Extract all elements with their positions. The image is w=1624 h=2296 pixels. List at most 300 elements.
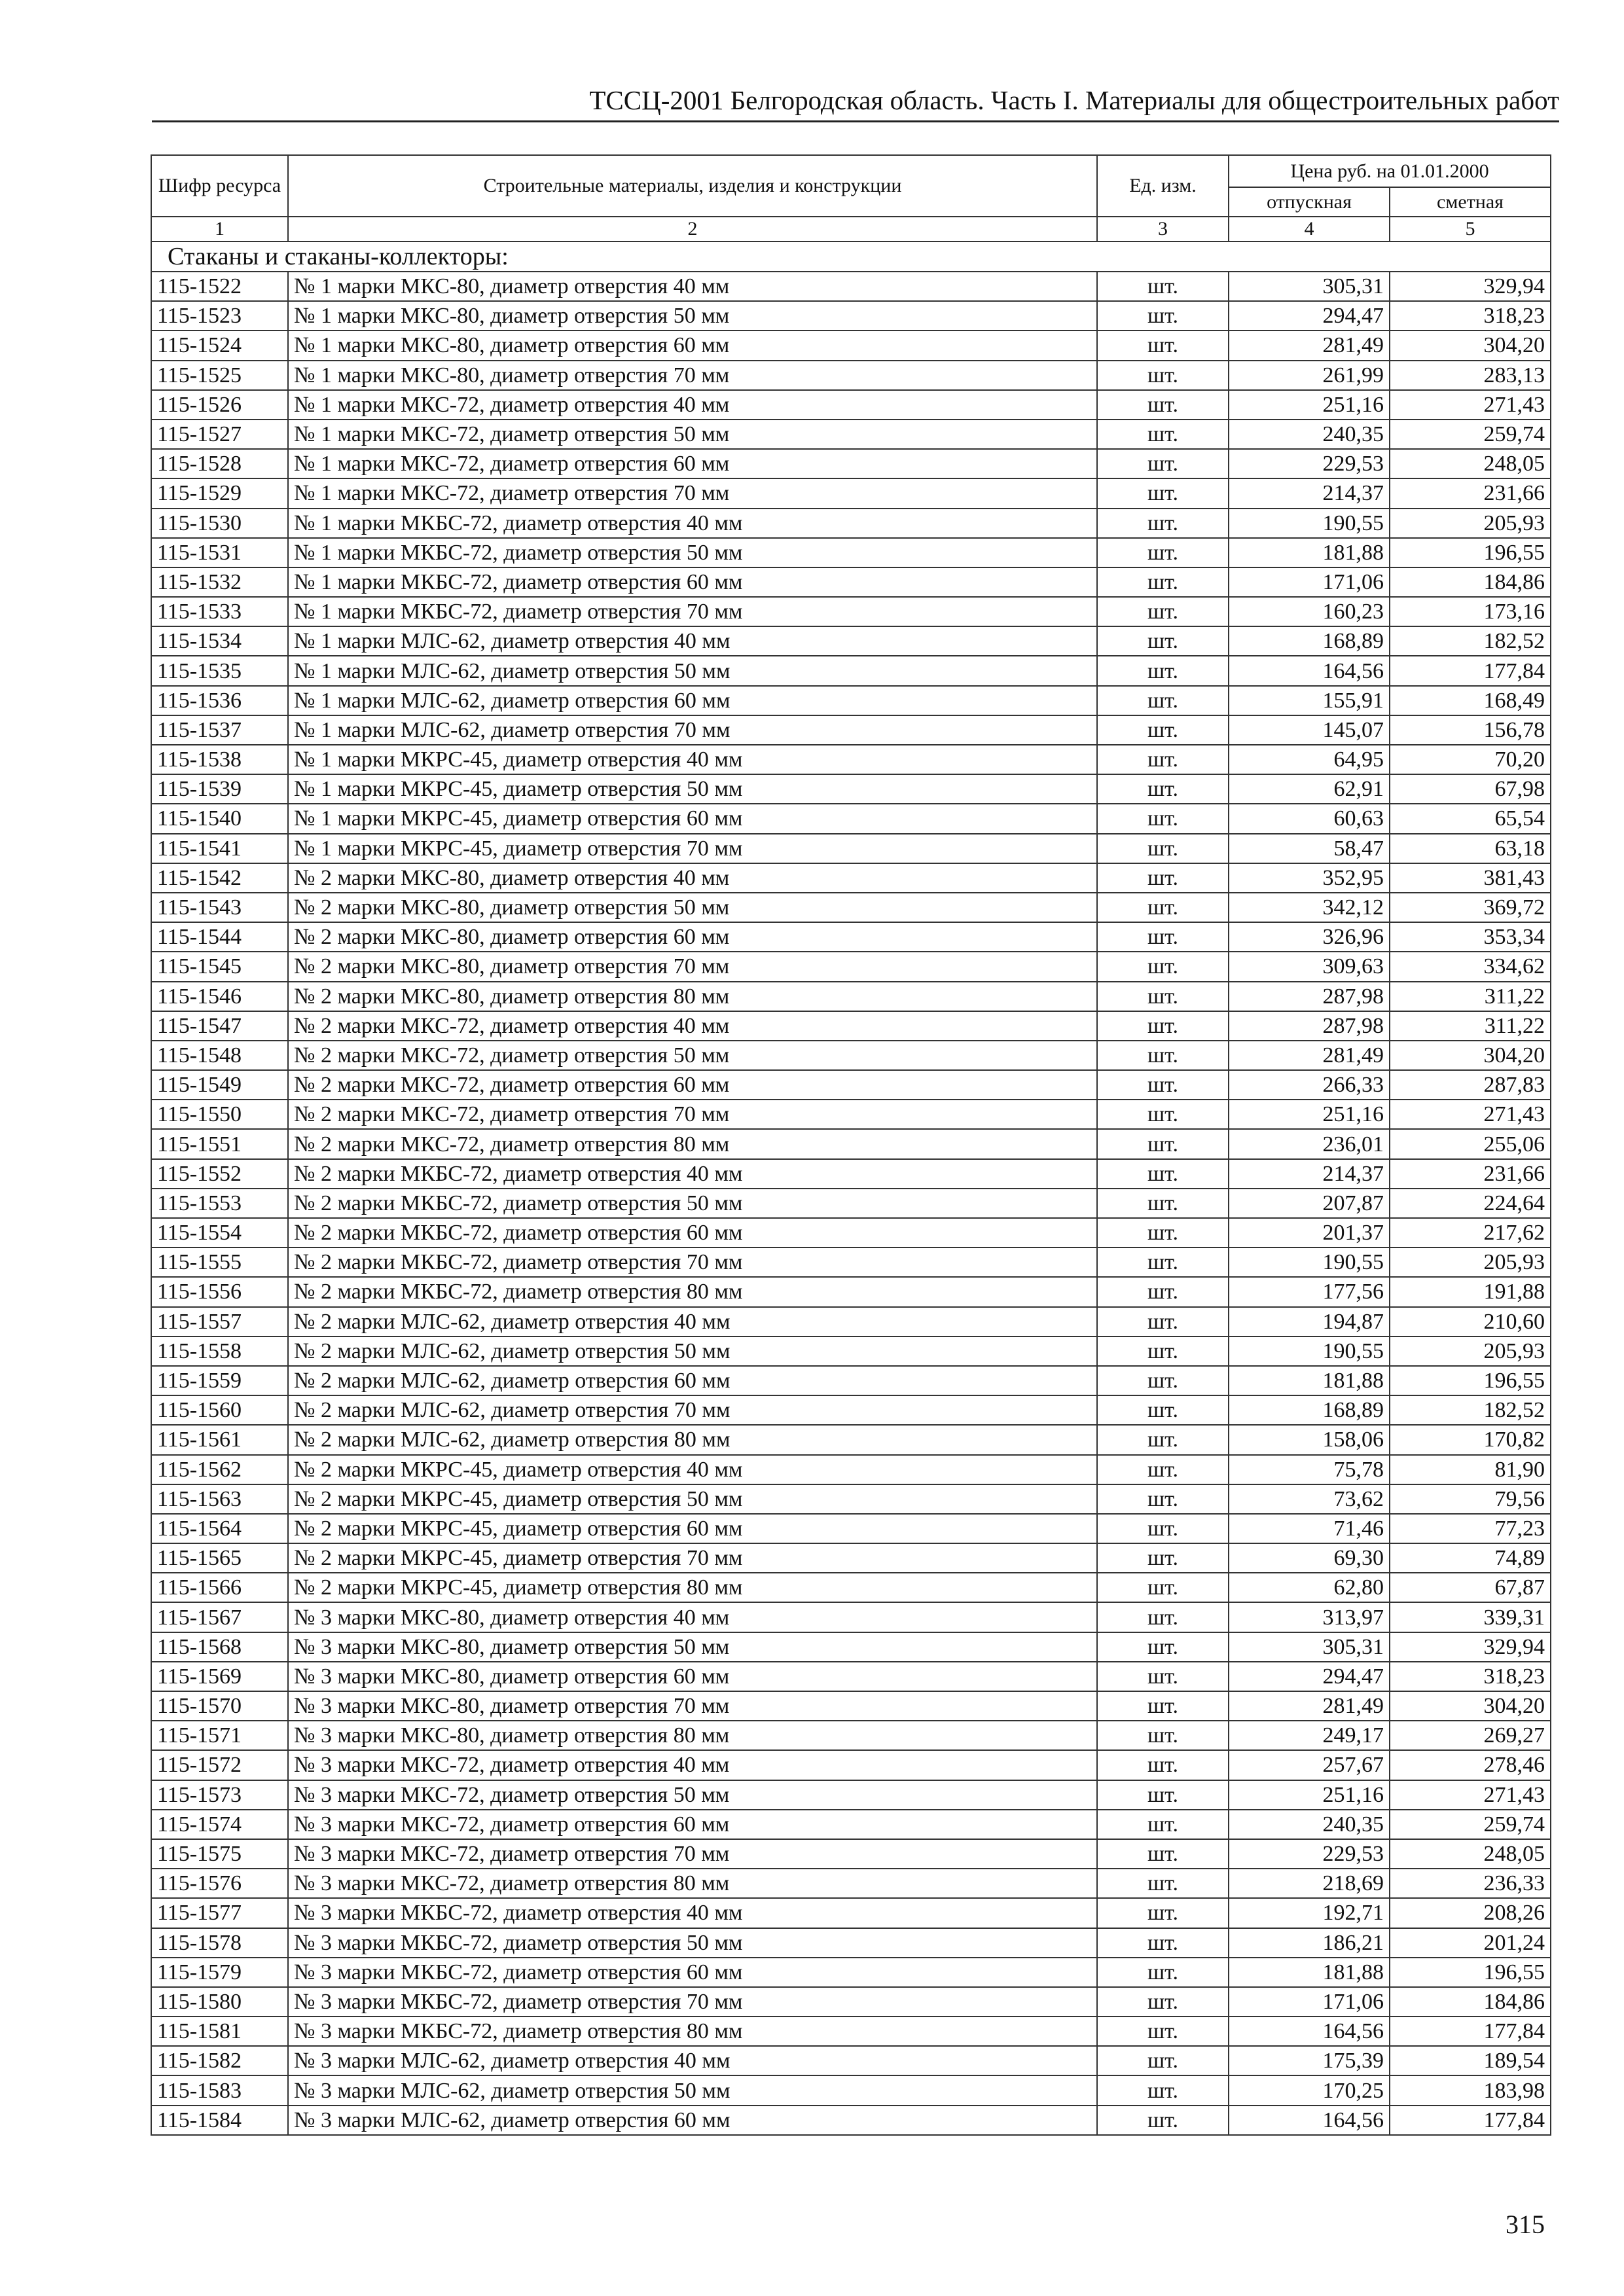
estimate-price: 304,20: [1390, 1041, 1551, 1070]
estimate-price: 81,90: [1390, 1455, 1551, 1484]
table-row: [151, 1602, 1551, 1632]
resource-code: 115-1563: [151, 1484, 288, 1514]
unit: шт.: [1097, 1573, 1229, 1602]
table-row: [151, 952, 1551, 981]
unit: шт.: [1097, 774, 1229, 804]
unit: шт.: [1097, 478, 1229, 508]
release-price: 281,49: [1229, 1691, 1390, 1721]
resource-code: 115-1564: [151, 1514, 288, 1543]
table-row: [151, 1218, 1551, 1247]
material-name: № 3 марки МКС-72, диаметр отверстия 60 мм: [288, 1810, 1097, 1839]
unit: шт.: [1097, 715, 1229, 745]
header-price: Цена руб. на 01.01.2000: [1229, 155, 1551, 187]
release-price: 309,63: [1229, 952, 1390, 981]
column-number: 2: [288, 217, 1097, 242]
release-price: 71,46: [1229, 1514, 1390, 1543]
resource-code: 115-1533: [151, 597, 288, 626]
resource-code: 115-1577: [151, 1898, 288, 1928]
unit: шт.: [1097, 1189, 1229, 1218]
resource-code: 115-1553: [151, 1189, 288, 1218]
material-name: № 1 марки МКБС-72, диаметр отверстия 50 мм: [288, 538, 1097, 567]
resource-code: 115-1549: [151, 1070, 288, 1100]
resource-code: 115-1582: [151, 2046, 288, 2075]
table-row: [151, 863, 1551, 893]
resource-code: 115-1537: [151, 715, 288, 745]
estimate-price: 205,93: [1390, 1336, 1551, 1366]
material-name: № 1 марки МКС-72, диаметр отверстия 40 мм: [288, 390, 1097, 420]
table-row: [151, 715, 1551, 745]
resource-code: 115-1522: [151, 272, 288, 301]
resource-code: 115-1546: [151, 982, 288, 1011]
material-name: № 2 марки МКБС-72, диаметр отверстия 80 мм: [288, 1277, 1097, 1306]
unit: шт.: [1097, 1247, 1229, 1277]
table-row: [151, 1869, 1551, 1898]
table-row: [151, 1928, 1551, 1958]
unit: шт.: [1097, 804, 1229, 833]
table-row: [151, 478, 1551, 508]
estimate-price: 177,84: [1390, 2017, 1551, 2046]
table-row: [151, 1070, 1551, 1100]
unit: шт.: [1097, 982, 1229, 1011]
estimate-price: 205,93: [1390, 1247, 1551, 1277]
release-price: 58,47: [1229, 834, 1390, 863]
release-price: 240,35: [1229, 420, 1390, 449]
resource-code: 115-1554: [151, 1218, 288, 1247]
unit: шт.: [1097, 1100, 1229, 1129]
table-row: [151, 1336, 1551, 1366]
release-price: 249,17: [1229, 1721, 1390, 1750]
material-name: № 3 марки МЛС-62, диаметр отверстия 50 мм: [288, 2075, 1097, 2105]
resource-code: 115-1569: [151, 1662, 288, 1691]
estimate-price: 248,05: [1390, 1839, 1551, 1869]
resource-code: 115-1534: [151, 626, 288, 656]
unit: шт.: [1097, 1307, 1229, 1336]
estimate-price: 173,16: [1390, 597, 1551, 626]
material-name: № 3 марки МКС-80, диаметр отверстия 60 мм: [288, 1662, 1097, 1691]
release-price: 261,99: [1229, 361, 1390, 390]
table-row: [151, 1307, 1551, 1336]
material-name: № 2 марки МЛС-62, диаметр отверстия 60 мм: [288, 1366, 1097, 1395]
resource-code: 115-1584: [151, 2106, 288, 2135]
page-header: [152, 80, 1559, 122]
table-row: [151, 1691, 1551, 1721]
table-row: [151, 686, 1551, 715]
material-name: № 2 марки МКС-72, диаметр отверстия 60 мм: [288, 1070, 1097, 1100]
unit: шт.: [1097, 1869, 1229, 1898]
estimate-price: 67,87: [1390, 1573, 1551, 1602]
table-row: [151, 1484, 1551, 1514]
estimate-price: 304,20: [1390, 1691, 1551, 1721]
material-name: № 2 марки МКБС-72, диаметр отверстия 50 мм: [288, 1189, 1097, 1218]
table-row: [151, 1987, 1551, 2017]
unit: шт.: [1097, 1662, 1229, 1691]
document-title: ТССЦ-2001 Белгородская область. Часть I. Материалы для общестроительных работ: [589, 85, 1559, 115]
material-name: № 2 марки МЛС-62, диаметр отверстия 80 мм: [288, 1425, 1097, 1454]
resource-code: 115-1557: [151, 1307, 288, 1336]
unit: шт.: [1097, 597, 1229, 626]
page-number: 315: [1506, 2210, 1545, 2239]
unit: шт.: [1097, 1987, 1229, 2017]
resource-code: 115-1535: [151, 656, 288, 685]
table-row: [151, 1839, 1551, 1869]
resource-code: 115-1550: [151, 1100, 288, 1129]
unit: шт.: [1097, 509, 1229, 538]
material-name: № 2 марки МКС-80, диаметр отверстия 50 мм: [288, 893, 1097, 922]
estimate-price: 259,74: [1390, 1810, 1551, 1839]
resource-code: 115-1551: [151, 1129, 288, 1158]
release-price: 75,78: [1229, 1455, 1390, 1484]
release-price: 294,47: [1229, 301, 1390, 331]
resource-code: 115-1567: [151, 1602, 288, 1632]
resource-code: 115-1539: [151, 774, 288, 804]
release-price: 352,95: [1229, 863, 1390, 893]
estimate-price: 369,72: [1390, 893, 1551, 922]
estimate-price: 156,78: [1390, 715, 1551, 745]
release-price: 218,69: [1229, 1869, 1390, 1898]
release-price: 155,91: [1229, 686, 1390, 715]
estimate-price: 329,94: [1390, 1632, 1551, 1662]
material-name: № 1 марки МКС-80, диаметр отверстия 40 мм: [288, 272, 1097, 301]
unit: шт.: [1097, 2075, 1229, 2105]
release-price: 164,56: [1229, 2017, 1390, 2046]
table-row: [151, 1247, 1551, 1277]
unit: шт.: [1097, 1159, 1229, 1189]
release-price: 236,01: [1229, 1129, 1390, 1158]
header-unit: Ед. изм.: [1097, 155, 1229, 217]
material-name: № 3 марки МКБС-72, диаметр отверстия 50 мм: [288, 1928, 1097, 1958]
table-row: [151, 745, 1551, 774]
resource-code: 115-1540: [151, 804, 288, 833]
table-row: [151, 774, 1551, 804]
table-row: [151, 1958, 1551, 1987]
resource-code: 115-1583: [151, 2075, 288, 2105]
resource-code: 115-1560: [151, 1395, 288, 1425]
unit: шт.: [1097, 1218, 1229, 1247]
release-price: 186,21: [1229, 1928, 1390, 1958]
material-name: № 1 марки МКБС-72, диаметр отверстия 70 мм: [288, 597, 1097, 626]
table-row: [151, 1780, 1551, 1810]
material-name: № 1 марки МКС-80, диаметр отверстия 70 мм: [288, 361, 1097, 390]
unit: шт.: [1097, 2106, 1229, 2135]
material-name: № 2 марки МКБС-72, диаметр отверстия 70 мм: [288, 1247, 1097, 1277]
material-name: № 1 марки МКС-80, диаметр отверстия 50 мм: [288, 301, 1097, 331]
resource-code: 115-1573: [151, 1780, 288, 1810]
release-price: 160,23: [1229, 597, 1390, 626]
estimate-price: 184,86: [1390, 1987, 1551, 2017]
release-price: 170,25: [1229, 2075, 1390, 2105]
resource-code: 115-1541: [151, 834, 288, 863]
estimate-price: 208,26: [1390, 1898, 1551, 1928]
estimate-price: 318,23: [1390, 301, 1551, 331]
unit: шт.: [1097, 449, 1229, 478]
material-name: № 3 марки МЛС-62, диаметр отверстия 60 мм: [288, 2106, 1097, 2135]
release-price: 257,67: [1229, 1750, 1390, 1780]
table-row: [151, 449, 1551, 478]
material-name: № 2 марки МКС-72, диаметр отверстия 80 мм: [288, 1129, 1097, 1158]
release-price: 175,39: [1229, 2046, 1390, 2075]
material-name: № 3 марки МКС-80, диаметр отверстия 40 мм: [288, 1602, 1097, 1632]
estimate-price: 189,54: [1390, 2046, 1551, 2075]
estimate-price: 79,56: [1390, 1484, 1551, 1514]
resource-code: 115-1543: [151, 893, 288, 922]
material-name: № 2 марки МКС-80, диаметр отверстия 70 мм: [288, 952, 1097, 981]
resource-code: 115-1556: [151, 1277, 288, 1306]
release-price: 62,80: [1229, 1573, 1390, 1602]
resource-code: 115-1530: [151, 509, 288, 538]
estimate-price: 65,54: [1390, 804, 1551, 833]
material-name: № 2 марки МКС-72, диаметр отверстия 40 мм: [288, 1011, 1097, 1041]
table-row: [151, 331, 1551, 360]
table-row: [151, 1100, 1551, 1129]
table-row: [151, 1011, 1551, 1041]
resource-code: 115-1574: [151, 1810, 288, 1839]
material-name: № 3 марки МКБС-72, диаметр отверстия 70 мм: [288, 1987, 1097, 2017]
material-name: № 2 марки МКРС-45, диаметр отверстия 40 мм: [288, 1455, 1097, 1484]
estimate-price: 334,62: [1390, 952, 1551, 981]
estimate-price: 304,20: [1390, 331, 1551, 360]
table-row: [151, 1662, 1551, 1691]
release-price: 190,55: [1229, 1336, 1390, 1366]
estimate-price: 224,64: [1390, 1189, 1551, 1218]
table-row: [151, 272, 1551, 301]
estimate-price: 311,22: [1390, 1011, 1551, 1041]
resource-code: 115-1544: [151, 922, 288, 952]
table-row: [151, 1159, 1551, 1189]
unit: шт.: [1097, 1602, 1229, 1632]
release-price: 342,12: [1229, 893, 1390, 922]
table-row: [151, 982, 1551, 1011]
release-price: 177,56: [1229, 1277, 1390, 1306]
unit: шт.: [1097, 1455, 1229, 1484]
unit: шт.: [1097, 1691, 1229, 1721]
material-name: № 2 марки МКС-80, диаметр отверстия 40 мм: [288, 863, 1097, 893]
table-row: [151, 1425, 1551, 1454]
material-name: № 1 марки МКС-80, диаметр отверстия 60 мм: [288, 331, 1097, 360]
material-name: № 1 марки МКРС-45, диаметр отверстия 70 мм: [288, 834, 1097, 863]
estimate-price: 271,43: [1390, 1100, 1551, 1129]
resource-code: 115-1527: [151, 420, 288, 449]
material-name: № 1 марки МКБС-72, диаметр отверстия 40 мм: [288, 509, 1097, 538]
estimate-price: 177,84: [1390, 2106, 1551, 2135]
resource-code: 115-1572: [151, 1750, 288, 1780]
resource-code: 115-1532: [151, 567, 288, 597]
resource-code: 115-1575: [151, 1839, 288, 1869]
release-price: 168,89: [1229, 1395, 1390, 1425]
table-row: [151, 1514, 1551, 1543]
estimate-price: 191,88: [1390, 1277, 1551, 1306]
estimate-price: 259,74: [1390, 420, 1551, 449]
material-name: № 3 марки МЛС-62, диаметр отверстия 40 мм: [288, 2046, 1097, 2075]
material-name: № 2 марки МКС-80, диаметр отверстия 60 мм: [288, 922, 1097, 952]
release-price: 164,56: [1229, 2106, 1390, 2135]
table-row: [151, 922, 1551, 952]
material-name: № 1 марки МЛС-62, диаметр отверстия 50 мм: [288, 656, 1097, 685]
estimate-price: 67,98: [1390, 774, 1551, 804]
resource-code: 115-1524: [151, 331, 288, 360]
estimate-price: 248,05: [1390, 449, 1551, 478]
unit: шт.: [1097, 420, 1229, 449]
unit: шт.: [1097, 686, 1229, 715]
material-name: № 2 марки МКРС-45, диаметр отверстия 70 мм: [288, 1543, 1097, 1573]
material-name: № 2 марки МКС-80, диаметр отверстия 80 мм: [288, 982, 1097, 1011]
material-name: № 1 марки МКС-72, диаметр отверстия 70 мм: [288, 478, 1097, 508]
unit: шт.: [1097, 1129, 1229, 1158]
resource-code: 115-1528: [151, 449, 288, 478]
section-row: [151, 242, 1551, 272]
unit: шт.: [1097, 390, 1229, 420]
release-price: 240,35: [1229, 1810, 1390, 1839]
release-price: 192,71: [1229, 1898, 1390, 1928]
unit: шт.: [1097, 626, 1229, 656]
price-table: [151, 154, 1551, 2136]
table-row: [151, 1632, 1551, 1662]
resource-code: 115-1570: [151, 1691, 288, 1721]
estimate-price: 210,60: [1390, 1307, 1551, 1336]
resource-code: 115-1578: [151, 1928, 288, 1958]
unit: шт.: [1097, 2046, 1229, 2075]
column-number: 3: [1097, 217, 1229, 242]
estimate-price: 196,55: [1390, 1958, 1551, 1987]
table-row: [151, 1721, 1551, 1750]
unit: шт.: [1097, 1277, 1229, 1306]
estimate-price: 70,20: [1390, 745, 1551, 774]
table-body: [151, 242, 1551, 2135]
release-price: 73,62: [1229, 1484, 1390, 1514]
estimate-price: 201,24: [1390, 1928, 1551, 1958]
release-price: 287,98: [1229, 1011, 1390, 1041]
table-row: [151, 538, 1551, 567]
material-name: № 2 марки МКС-72, диаметр отверстия 70 мм: [288, 1100, 1097, 1129]
release-price: 305,31: [1229, 272, 1390, 301]
unit: шт.: [1097, 1839, 1229, 1869]
unit: шт.: [1097, 863, 1229, 893]
unit: шт.: [1097, 538, 1229, 567]
resource-code: 115-1548: [151, 1041, 288, 1070]
estimate-price: 182,52: [1390, 626, 1551, 656]
release-price: 214,37: [1229, 1159, 1390, 1189]
estimate-price: 353,34: [1390, 922, 1551, 952]
material-name: № 2 марки МЛС-62, диаметр отверстия 70 мм: [288, 1395, 1097, 1425]
table-row: [151, 390, 1551, 420]
release-price: 294,47: [1229, 1662, 1390, 1691]
estimate-price: 318,23: [1390, 1662, 1551, 1691]
material-name: № 3 марки МКС-80, диаметр отверстия 50 мм: [288, 1632, 1097, 1662]
estimate-price: 329,94: [1390, 272, 1551, 301]
unit: шт.: [1097, 1543, 1229, 1573]
resource-code: 115-1565: [151, 1543, 288, 1573]
release-price: 326,96: [1229, 922, 1390, 952]
unit: шт.: [1097, 656, 1229, 685]
resource-code: 115-1559: [151, 1366, 288, 1395]
table-row: [151, 804, 1551, 833]
release-price: 266,33: [1229, 1070, 1390, 1100]
material-name: № 3 марки МКС-80, диаметр отверстия 70 мм: [288, 1691, 1097, 1721]
resource-code: 115-1531: [151, 538, 288, 567]
table-row: [151, 1573, 1551, 1602]
release-price: 190,55: [1229, 1247, 1390, 1277]
estimate-price: 63,18: [1390, 834, 1551, 863]
release-price: 168,89: [1229, 626, 1390, 656]
release-price: 181,88: [1229, 1366, 1390, 1395]
resource-code: 115-1566: [151, 1573, 288, 1602]
estimate-price: 339,31: [1390, 1602, 1551, 1632]
material-name: № 2 марки МКС-72, диаметр отверстия 50 мм: [288, 1041, 1097, 1070]
estimate-price: 381,43: [1390, 863, 1551, 893]
unit: шт.: [1097, 1514, 1229, 1543]
table-row: [151, 626, 1551, 656]
estimate-price: 196,55: [1390, 1366, 1551, 1395]
estimate-price: 278,46: [1390, 1750, 1551, 1780]
section-title: Стаканы и стаканы-коллекторы:: [151, 242, 1551, 272]
estimate-price: 217,62: [1390, 1218, 1551, 1247]
resource-code: 115-1523: [151, 301, 288, 331]
resource-code: 115-1525: [151, 361, 288, 390]
unit: шт.: [1097, 1395, 1229, 1425]
release-price: 62,91: [1229, 774, 1390, 804]
release-price: 313,97: [1229, 1602, 1390, 1632]
table-row: [151, 834, 1551, 863]
unit: шт.: [1097, 1070, 1229, 1100]
resource-code: 115-1576: [151, 1869, 288, 1898]
release-price: 281,49: [1229, 1041, 1390, 1070]
estimate-price: 231,66: [1390, 1159, 1551, 1189]
resource-code: 115-1580: [151, 1987, 288, 2017]
material-name: № 1 марки МКБС-72, диаметр отверстия 60 мм: [288, 567, 1097, 597]
unit: шт.: [1097, 1425, 1229, 1454]
table-row: [151, 1129, 1551, 1158]
release-price: 251,16: [1229, 1780, 1390, 1810]
table-row: [151, 1395, 1551, 1425]
release-price: 158,06: [1229, 1425, 1390, 1454]
release-price: 181,88: [1229, 1958, 1390, 1987]
estimate-price: 183,98: [1390, 2075, 1551, 2105]
table-row: [151, 361, 1551, 390]
material-name: № 1 марки МЛС-62, диаметр отверстия 40 мм: [288, 626, 1097, 656]
material-name: № 3 марки МКС-72, диаметр отверстия 70 мм: [288, 1839, 1097, 1869]
material-name: № 1 марки МКРС-45, диаметр отверстия 50 мм: [288, 774, 1097, 804]
resource-code: 115-1561: [151, 1425, 288, 1454]
release-price: 145,07: [1229, 715, 1390, 745]
column-number: 4: [1229, 217, 1390, 242]
table-row: [151, 1455, 1551, 1484]
estimate-price: 182,52: [1390, 1395, 1551, 1425]
header-code: Шифр ресурса: [151, 155, 288, 217]
material-name: № 2 марки МКРС-45, диаметр отверстия 80 мм: [288, 1573, 1097, 1602]
unit: шт.: [1097, 361, 1229, 390]
release-price: 64,95: [1229, 745, 1390, 774]
estimate-price: 170,82: [1390, 1425, 1551, 1454]
unit: шт.: [1097, 1810, 1229, 1839]
unit: шт.: [1097, 1366, 1229, 1395]
release-price: 251,16: [1229, 1100, 1390, 1129]
unit: шт.: [1097, 272, 1229, 301]
unit: шт.: [1097, 952, 1229, 981]
unit: шт.: [1097, 2017, 1229, 2046]
column-number: 5: [1390, 217, 1551, 242]
estimate-price: 255,06: [1390, 1129, 1551, 1158]
unit: шт.: [1097, 1632, 1229, 1662]
unit: шт.: [1097, 1958, 1229, 1987]
release-price: 69,30: [1229, 1543, 1390, 1573]
release-price: 251,16: [1229, 390, 1390, 420]
estimate-price: 287,83: [1390, 1070, 1551, 1100]
release-price: 207,87: [1229, 1189, 1390, 1218]
unit: шт.: [1097, 1336, 1229, 1366]
table-row: [151, 420, 1551, 449]
table-row: [151, 2106, 1551, 2135]
table-row: [151, 2046, 1551, 2075]
unit: шт.: [1097, 1721, 1229, 1750]
